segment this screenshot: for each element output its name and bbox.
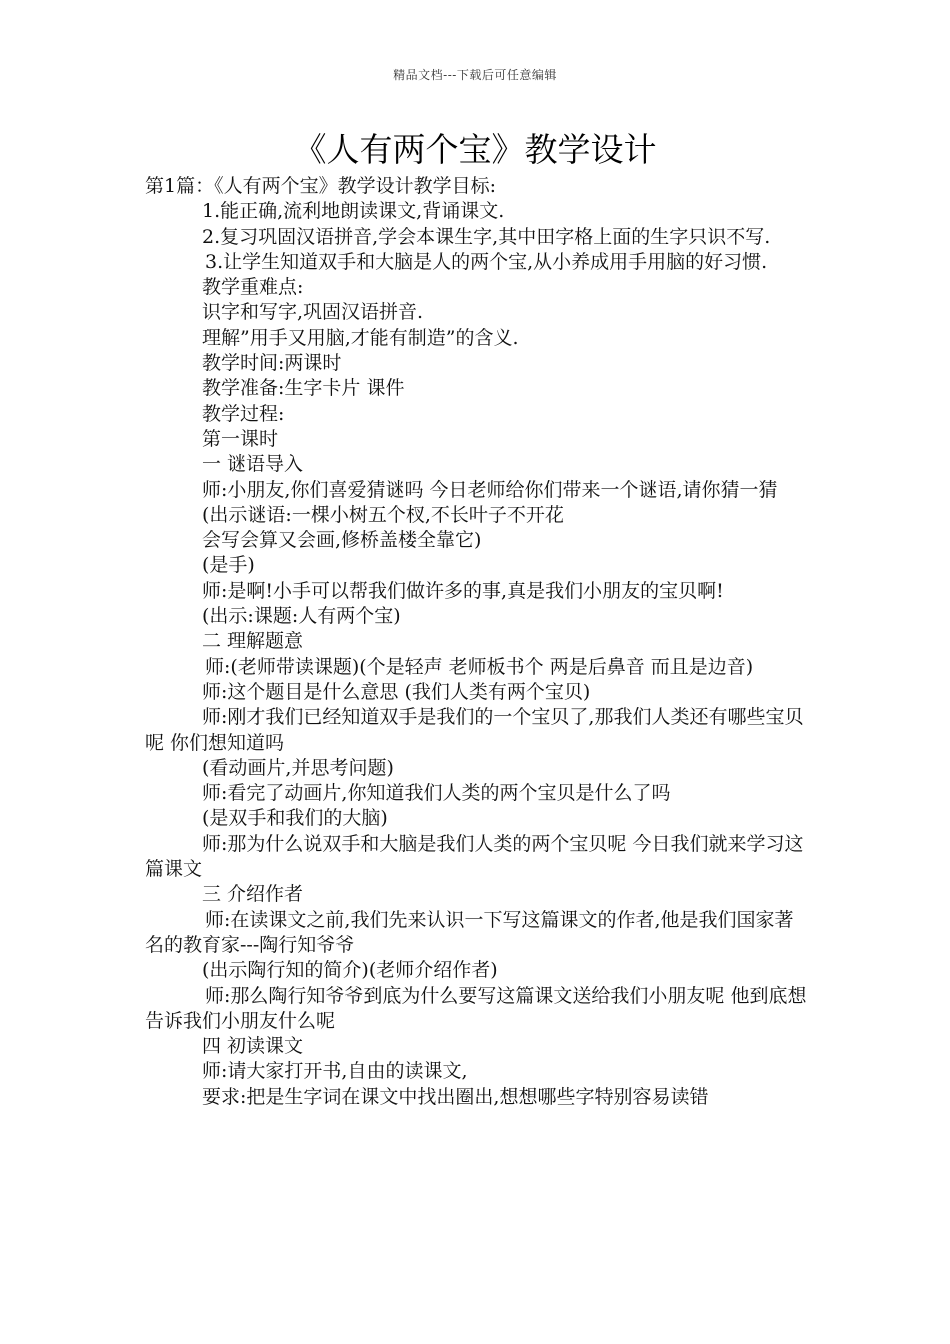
body-paragraph: 教学重难点: bbox=[202, 276, 304, 299]
body-paragraph: 要求:把是生字词在课文中找出圈出,想想哪些字特别容易读错 bbox=[202, 1085, 709, 1108]
body-paragraph: 教学准备:生字卡片 课件 bbox=[202, 377, 405, 400]
body-paragraph: 1.能正确,流利地朗读课文,背诵课文. bbox=[202, 200, 505, 223]
body-paragraph: 四 初读课文 bbox=[202, 1035, 304, 1058]
body-paragraph: 师:那为什么说双手和大脑是我们人类的两个宝贝呢 今日我们就来学习这篇课文 bbox=[145, 832, 804, 881]
body-paragraph: 三 介绍作者 bbox=[202, 883, 304, 906]
body-paragraph: 师:看完了动画片,你知道我们人类的两个宝贝是什么了吗 bbox=[202, 782, 671, 805]
body-paragraph: 师:是啊!小手可以帮我们做许多的事,真是我们小朋友的宝贝啊! bbox=[202, 579, 724, 602]
body-paragraph: 师:这个题目是什么意思 (我们人类有两个宝贝) bbox=[202, 680, 591, 703]
body-paragraph: 教学过程: bbox=[202, 402, 285, 425]
body-paragraph: 一 谜语导入 bbox=[202, 453, 304, 476]
body-paragraph: (出示陶行知的简介)(老师介绍作者) bbox=[202, 959, 498, 982]
body-paragraph: 2.复习巩固汉语拼音,学会本课生字,其中田字格上面的生字只识不写. bbox=[202, 225, 771, 248]
body-paragraph: (出示谜语:一棵小树五个杈,不长叶子不开花 bbox=[202, 503, 564, 526]
body-paragraph: 教学时间:两课时 bbox=[202, 352, 342, 375]
body-paragraph: 理解”用手又用脑,才能有制造”的含义. bbox=[202, 326, 519, 349]
body-paragraph: 师:(老师带读课题)(个是轻声 老师板书个 两是后鼻音 而且是边音) bbox=[205, 655, 754, 678]
body-paragraph: 师:请大家打开书,自由的读课文, bbox=[202, 1060, 468, 1083]
body-paragraph: (出示:课题:人有两个宝) bbox=[202, 605, 401, 628]
body-paragraph: (是手) bbox=[202, 554, 255, 577]
body-paragraph: (是双手和我们的大脑) bbox=[202, 807, 388, 830]
body-paragraph: 识字和写字,巩固汉语拼音. bbox=[202, 301, 424, 324]
body-paragraph: 师:在读课文之前,我们先来认识一下写这篇课文的作者,他是我们国家著名的教育家---陶行知爷爷 bbox=[145, 908, 794, 956]
page-header-note: 精品文档---下载后可任意编辑 bbox=[393, 68, 557, 82]
body-paragraph: 第1篇：《人有两个宝》教学设计教学目标: bbox=[145, 175, 496, 197]
body-paragraph: 二 理解题意 bbox=[202, 630, 304, 653]
body-paragraph: (看动画片,并思考问题) bbox=[202, 756, 394, 779]
body-paragraph: 师:刚才我们已经知道双手是我们的一个宝贝了,那我们人类还有哪些宝贝呢 你们想知道吗 bbox=[145, 706, 804, 754]
body-paragraph: 师:那么陶行知爷爷到底为什么要写这篇课文送给我们小朋友呢 他到底想告诉我们小朋友什么呢 bbox=[145, 984, 807, 1032]
body-paragraph: 3.让学生知道双手和大脑是人的两个宝,从小养成用手用脑的好习惯. bbox=[205, 250, 768, 273]
document-title: 《人有两个宝》教学设计 bbox=[293, 130, 657, 169]
body-paragraph: 师:小朋友,你们喜爱猜谜吗 今日老师给你们带来一个谜语,请你猜一猜 bbox=[202, 478, 778, 501]
body-paragraph: 会写会算又会画,修桥盖楼全靠它) bbox=[202, 529, 482, 552]
document-body bbox=[145, 174, 810, 1110]
body-paragraph: 第一课时 bbox=[202, 427, 279, 450]
